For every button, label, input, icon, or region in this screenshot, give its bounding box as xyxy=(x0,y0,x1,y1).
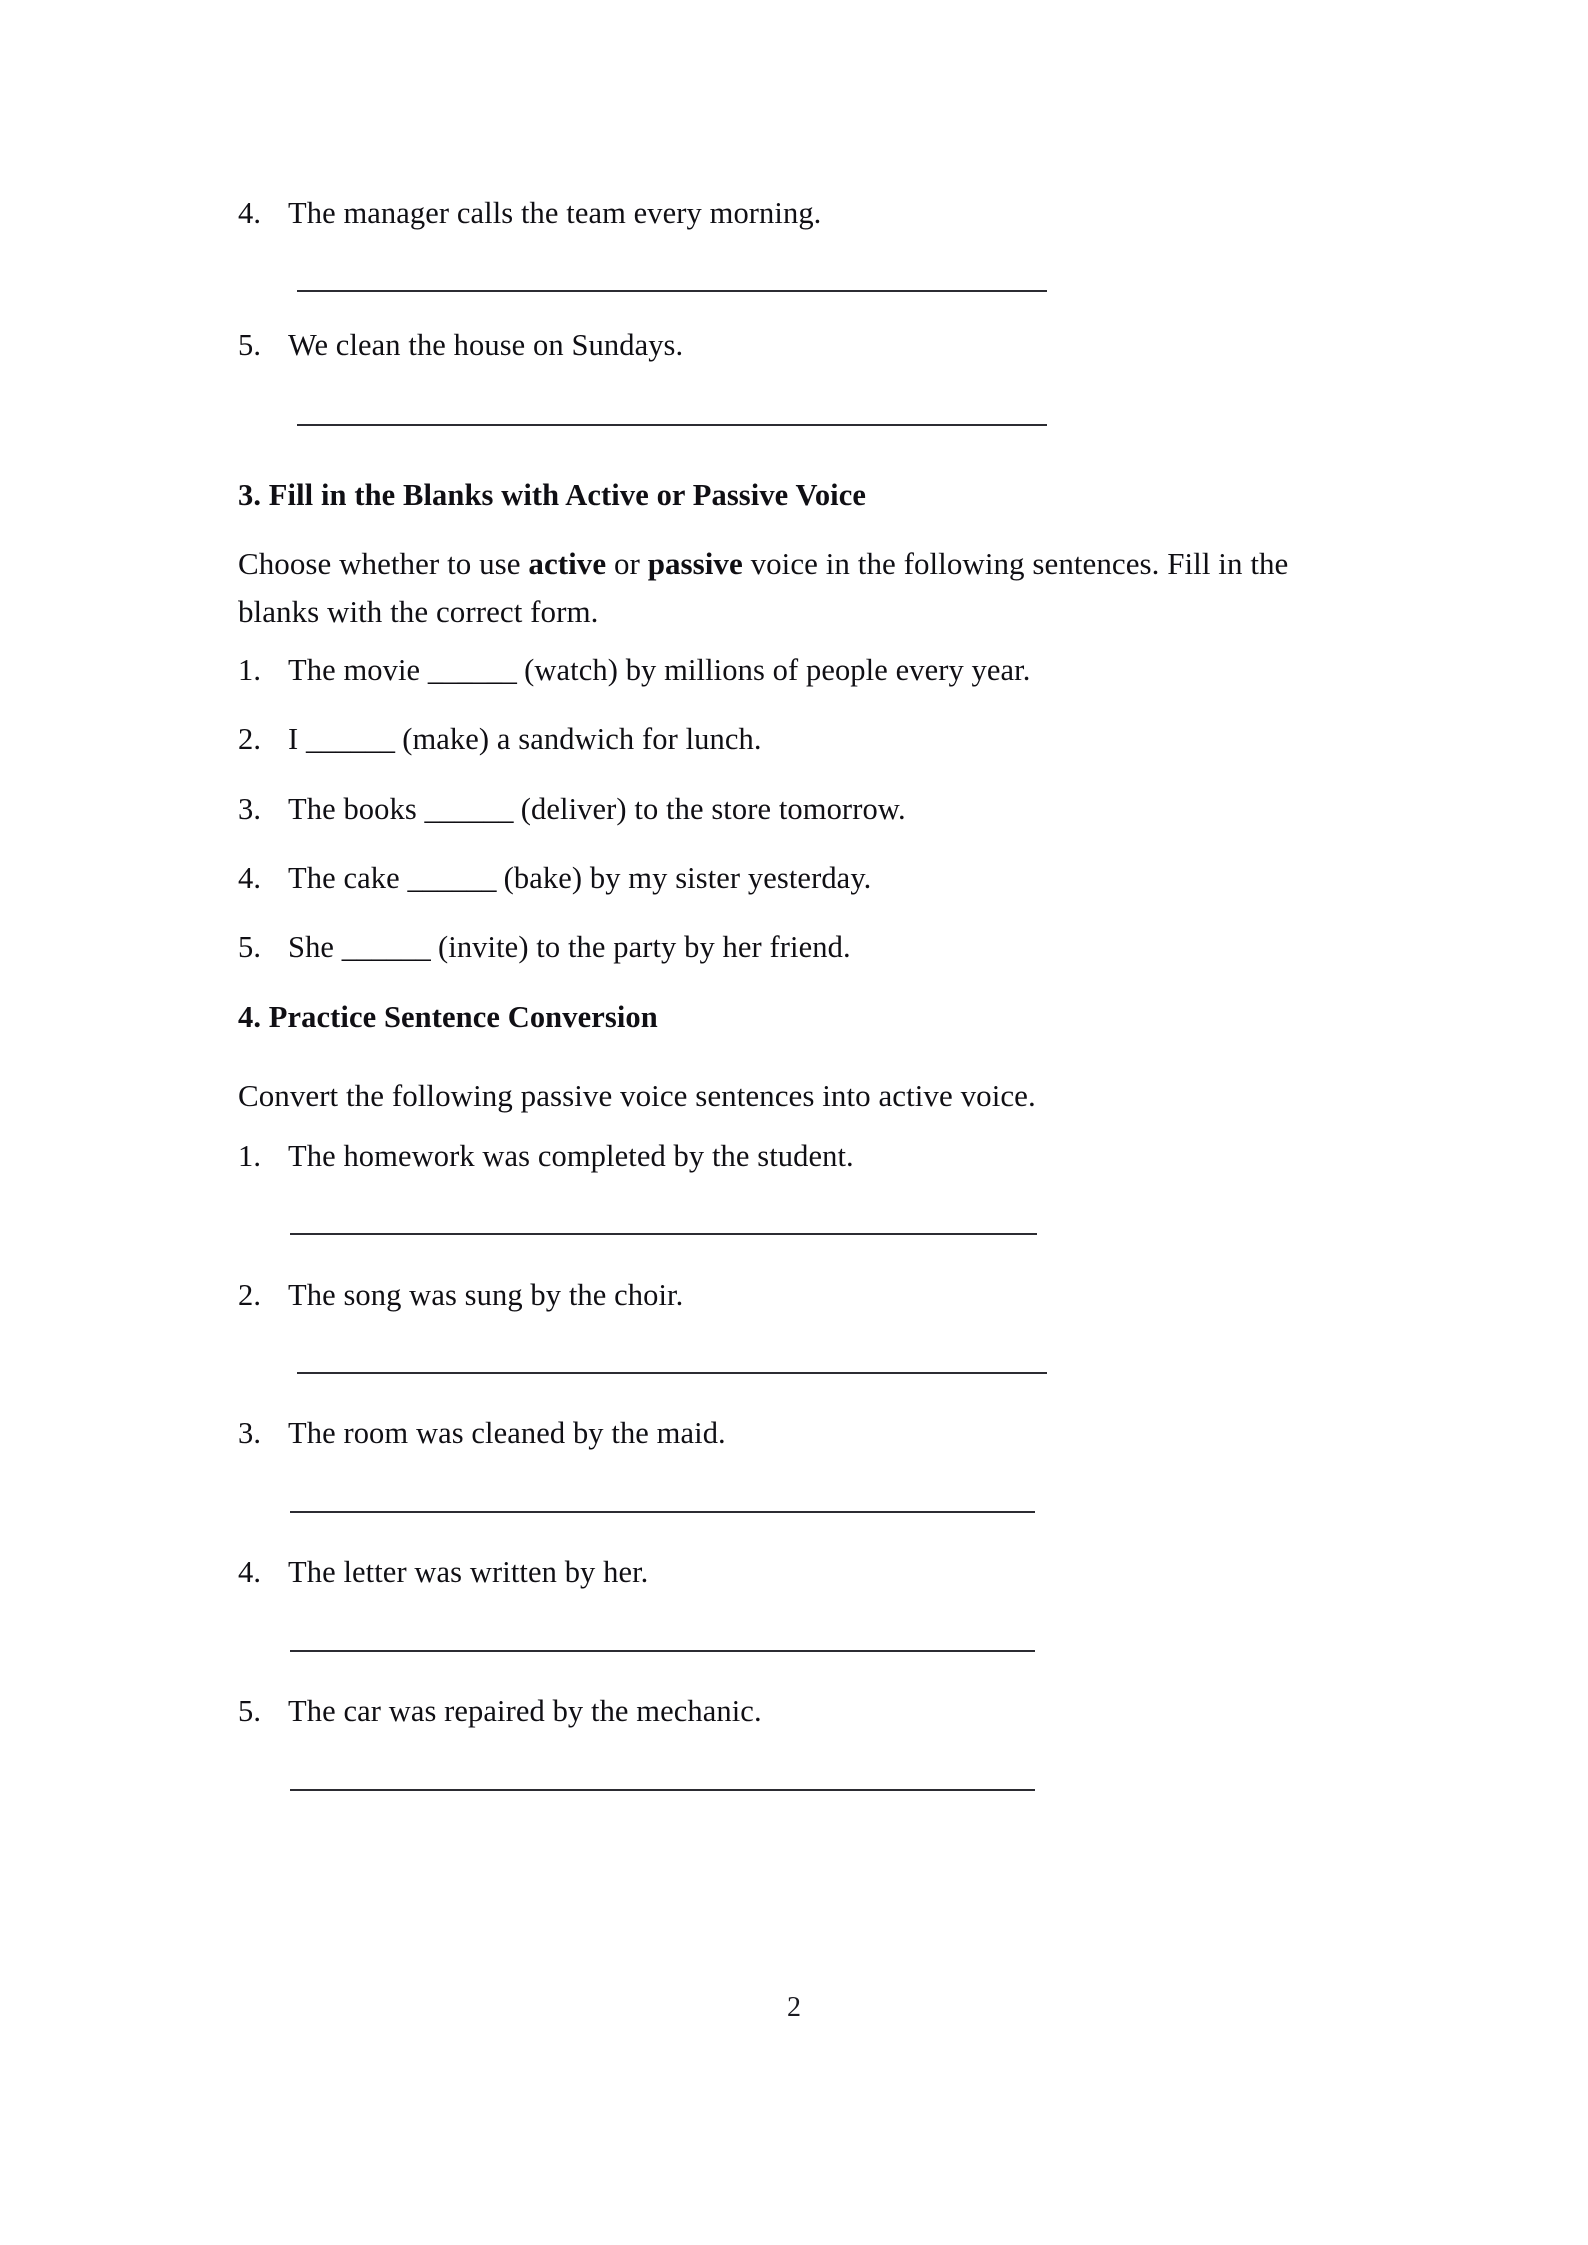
list-item xyxy=(238,863,871,894)
section-instruction xyxy=(238,540,1322,636)
list-item-number: 5. xyxy=(238,1694,262,1728)
list-item-text-before: The movie xyxy=(288,653,428,687)
list-item-text-before: She xyxy=(288,930,342,964)
list-item xyxy=(238,794,906,825)
list-item-number: 3. xyxy=(238,792,262,826)
instruction-bold-active: active xyxy=(528,546,607,581)
answer-rule xyxy=(297,1372,1047,1374)
list-item-text-before: The cake xyxy=(288,861,408,895)
list-item xyxy=(238,198,821,229)
list-item-number: 3. xyxy=(238,1416,262,1450)
list-item-text-after: (deliver) to the store tomorrow. xyxy=(513,792,906,826)
list-item-text-before: The books xyxy=(288,792,425,826)
list-item-number: 4. xyxy=(238,861,262,895)
list-item xyxy=(238,932,851,963)
section-heading: 3. Fill in the Blanks with Active or Passive Voice xyxy=(238,478,867,512)
answer-rule xyxy=(290,1789,1035,1791)
list-item-text-after: (invite) to the party by her friend. xyxy=(430,930,851,964)
list-item-text: The song was sung by the choir. xyxy=(288,1278,684,1312)
list-item-number: 1. xyxy=(238,653,262,687)
fill-in-blank[interactable]: ______ xyxy=(407,861,496,895)
list-item-text: The homework was completed by the student. xyxy=(288,1139,854,1173)
list-item-number: 1. xyxy=(238,1139,262,1173)
section-instruction: Convert the following passive voice sentences into active voice. xyxy=(238,1078,1036,1113)
list-item-number: 2. xyxy=(238,1278,262,1312)
list-item xyxy=(238,655,1030,686)
list-item xyxy=(238,1141,854,1172)
page-number: 2 xyxy=(787,1992,801,2023)
list-item-text-before: I xyxy=(288,722,306,756)
answer-rule xyxy=(290,1233,1037,1235)
instruction-part-1: Choose whether to use xyxy=(238,546,529,581)
list-item-text: The manager calls the team every morning. xyxy=(288,196,822,230)
fill-in-blank[interactable]: ______ xyxy=(305,722,395,756)
list-item-number: 5. xyxy=(238,930,262,964)
list-item-text: The letter was written by her. xyxy=(288,1555,649,1589)
section-heading: 4. Practice Sentence Conversion xyxy=(238,1000,658,1034)
answer-rule xyxy=(297,424,1047,426)
list-item xyxy=(238,724,762,755)
list-item-text-after: (bake) by my sister yesterday. xyxy=(495,861,872,895)
list-item-number: 5. xyxy=(238,328,262,362)
fill-in-blank[interactable]: ______ xyxy=(341,930,431,964)
list-item xyxy=(238,330,683,361)
instruction-bold-passive: passive xyxy=(647,546,743,581)
list-item-text-after: (watch) by millions of people every year. xyxy=(516,653,1031,687)
list-item-number: 4. xyxy=(238,196,262,230)
list-item xyxy=(238,1418,726,1449)
fill-in-blank[interactable]: ______ xyxy=(424,792,514,826)
list-item-text-after: (make) a sandwich for lunch. xyxy=(394,722,762,756)
list-item-number: 2. xyxy=(238,722,262,756)
answer-rule xyxy=(290,1511,1035,1513)
instruction-part-3: voice in the following sentences. Fill in the blanks with the correct form. xyxy=(238,546,1289,629)
list-item-text: We clean the house on Sundays. xyxy=(288,328,684,362)
list-item-text: The room was cleaned by the maid. xyxy=(288,1416,726,1450)
fill-in-blank[interactable]: ______ xyxy=(427,653,517,687)
instruction-part-2: or xyxy=(606,546,648,581)
list-item xyxy=(238,1557,648,1588)
list-item xyxy=(238,1280,683,1311)
list-item-text: The car was repaired by the mechanic. xyxy=(288,1694,762,1728)
list-item xyxy=(238,1696,762,1727)
answer-rule xyxy=(290,1650,1035,1652)
list-item-number: 4. xyxy=(238,1555,262,1589)
answer-rule xyxy=(297,290,1047,292)
